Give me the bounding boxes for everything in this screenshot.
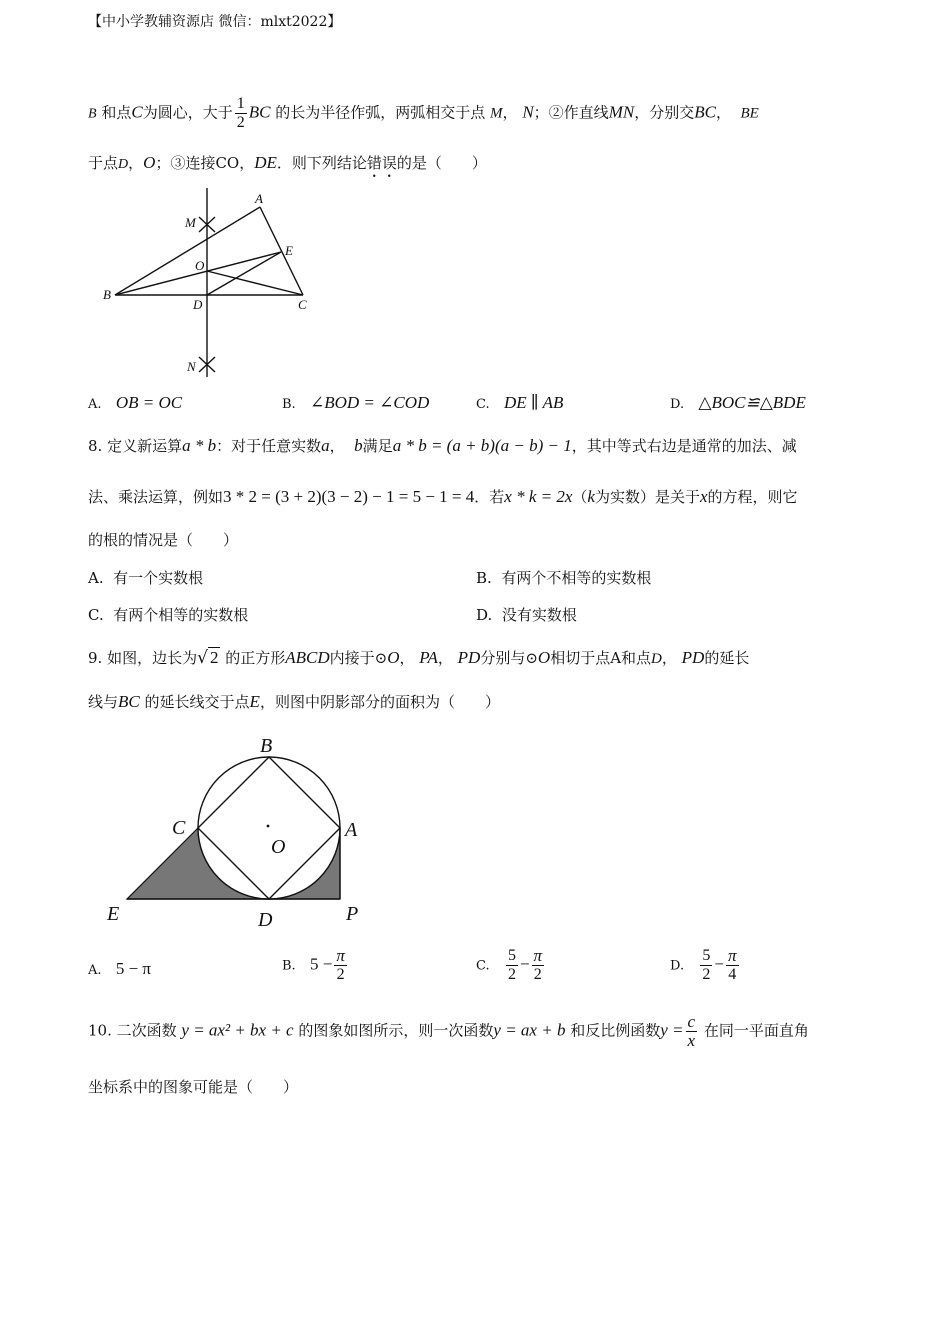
sqrt-symbol: √ xyxy=(197,648,208,668)
q7-option-b[interactable]: B. ∠BOD = ∠COD xyxy=(282,393,430,412)
segment-ac xyxy=(260,207,303,295)
q7-line-2: 于点D，O；③连接CO，DE．则下列结论错误的是（ ） xyxy=(88,153,487,172)
q8-line-2: 法、乘法运算，例如3 * 2 = (3 + 2)(3 − 2) − 1 = 5 − 1 = 4．若x * k = 2x（k为实数）是关于x的方程，则它 xyxy=(88,487,798,506)
segment-oc xyxy=(207,271,303,295)
q8-line-1: 8. 定义新运算a * b：对于任意实数a， b满足a * b = (a + b)(a − b) − 1，其中等式右边是通常的加法、减 xyxy=(88,436,797,455)
label-e: E xyxy=(285,243,293,258)
q10-line-2: 坐标系中的图象可能是（ ） xyxy=(88,1078,299,1096)
label-m: M xyxy=(185,215,196,230)
q9-figure xyxy=(100,728,380,933)
emphasis-word: 错误 xyxy=(366,154,397,172)
label-o: O xyxy=(271,836,286,858)
label-o: O xyxy=(195,258,205,273)
label-a: A xyxy=(255,191,263,206)
q8-option-a[interactable]: A. 有一个实数根 xyxy=(88,569,204,587)
q8-option-b[interactable]: B. 有两个不相等的实数根 xyxy=(476,569,652,587)
label-c: C xyxy=(172,817,186,839)
header-shop: 【中小学教辅资源店 微信：mlxt2022】 xyxy=(88,14,342,30)
q7-fraction: $\frac{1}{2}$ xyxy=(236,95,245,131)
label-d: D xyxy=(258,909,273,931)
q9-line-1: 9. 如图，边长为√ 2 的正方形ABCD内接于⊙O， PA， PD分别与⊙O相切于点A和点D， PD的延长 xyxy=(88,648,750,668)
label-b: B xyxy=(260,735,273,757)
q10-line-1: 10. 二次函数 y = ax² + bx + c 的图象如图所示，则一次函数y = ax + b 和反比例函数y = $\frac{c}{x}$ 在同一平面直角 xyxy=(88,1012,809,1050)
label-d: D xyxy=(193,297,203,312)
q9-option-c[interactable]: C. $\frac{5}{2}$ − $\frac{\pi}{2}$ xyxy=(476,946,543,983)
q7-figure xyxy=(95,185,325,385)
label-b: B xyxy=(103,287,111,302)
label-e: E xyxy=(107,903,120,925)
label-a: A xyxy=(345,819,358,841)
q9-line-2: 线与BC 的延长线交于点E，则图中阴影部分的面积为（ ） xyxy=(88,692,500,711)
q9-option-d[interactable]: D. $\frac{5}{2}$ − $\frac{\pi}{4}$ xyxy=(670,946,737,983)
q9-option-a[interactable]: A. 5 − π xyxy=(88,959,152,978)
circle-o xyxy=(198,757,340,899)
label-n: N xyxy=(187,359,196,374)
q8-line-3: 的根的情况是（ ） xyxy=(88,531,239,549)
q7-option-c[interactable]: C. DE ∥ AB xyxy=(476,393,564,412)
q8-option-c[interactable]: C. 有两个相等的实数根 xyxy=(88,606,249,624)
q9-option-b[interactable]: B. 5 − $\frac{\pi}{2}$ xyxy=(282,946,345,983)
q7-option-d[interactable]: D. △BOC≌△BDE xyxy=(670,393,806,412)
q8-option-d[interactable]: D. 没有实数根 xyxy=(476,606,577,624)
label-c: C xyxy=(298,297,307,312)
center-point xyxy=(267,825,270,828)
q7-option-a[interactable]: A. OB = OC xyxy=(88,393,183,412)
label-p: P xyxy=(346,903,359,925)
q7-line-1: B 和点C为圆心，大于 $\frac{1}{2}$ BC 的长为半径作弧，两弧相交于点 M， N；②作直线MN，分别交BC， BE xyxy=(88,95,759,131)
